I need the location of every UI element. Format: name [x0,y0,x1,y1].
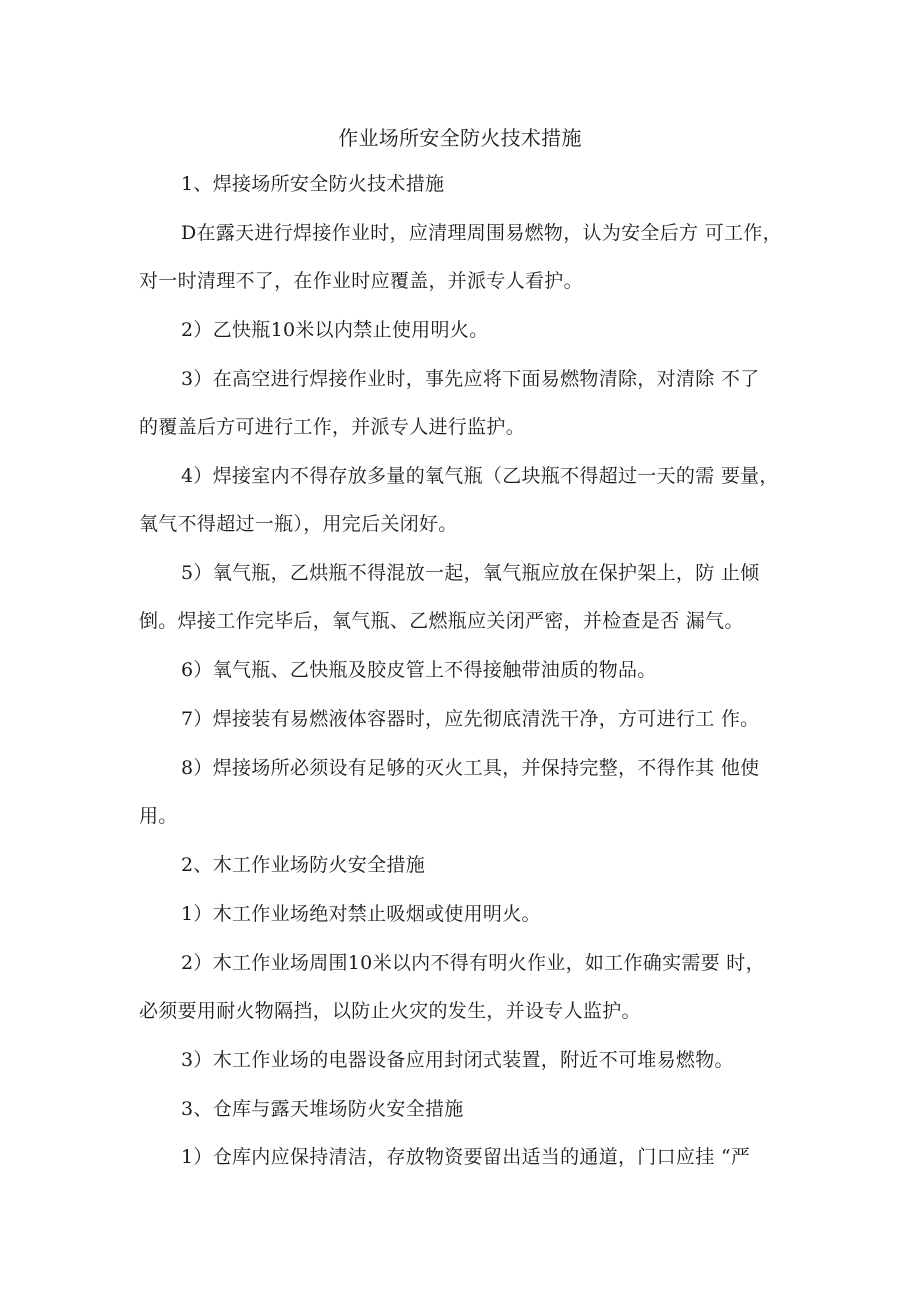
section-heading-2: 2、木工作业场防火安全措施 [181,854,425,876]
paragraph-line: 2）木工作业场周围10米以内不得有明火作业，如工作确实需要 时， [181,952,765,974]
paragraph-line: 必须要用耐火物隔挡，以防止火灾的发生，并设专人监护。 [139,1000,641,1022]
paragraph-line: 氧气不得超过一瓶），用完后关闭好。 [139,513,458,535]
section-heading-1: 1、焊接场所安全防火技术措施 [181,173,445,195]
paragraph-line: 8）焊接场所必须设有足够的灭火工具，并保持完整，不得作其 他使 [181,757,760,779]
paragraph-line: 对一时清理不了，在作业时应覆盖，并派专人看护。 [139,270,583,292]
paragraph-line: D在露天进行焊接作业时，应清理周围易燃物，认为安全后方 可工作， [181,222,782,244]
paragraph-line: 7）焊接装有易燃液体容器时，应先彻底清洗干净，方可进行工 作。 [181,708,760,730]
paragraph-line: 的覆盖后方可进行工作，并派专人进行监护。 [139,416,526,438]
section-heading-3: 3、仓库与露天堆场防火安全措施 [181,1098,464,1120]
paragraph-line: 用。 [139,805,178,827]
paragraph-line: 1）仓库内应保持清洁，存放物资要留出适当的通道，门口应挂 “严 [181,1146,751,1168]
paragraph-line: 倒。焊接工作完毕后，氧气瓶、乙燃瓶应关闭严密，并检查是否 漏气。 [139,610,744,632]
paragraph-line: 1）木工作业场绝对禁止吸烟或使用明火。 [181,903,541,925]
paragraph-line: 4）焊接室内不得存放多量的氧气瓶（乙块瓶不得超过一天的需 要量， [181,465,779,487]
paragraph-line: 5）氧气瓶，乙烘瓶不得混放一起，氧气瓶应放在保护架上，防 止倾 [181,562,760,584]
paragraph-line: 2）乙快瓶10米以内禁止使用明火。 [181,319,489,341]
paragraph-line: 6）氧气瓶、乙快瓶及胶皮管上不得接触带油质的物品。 [181,659,657,681]
paragraph-line: 3）木工作业场的电器设备应用封闭式装置，附近不可堆易燃物。 [181,1049,734,1071]
document-title: 作业场所安全防火技术措施 [338,126,582,150]
paragraph-line: 3）在高空进行焊接作业时，事先应将下面易燃物清除，对清除 不了 [181,368,760,390]
